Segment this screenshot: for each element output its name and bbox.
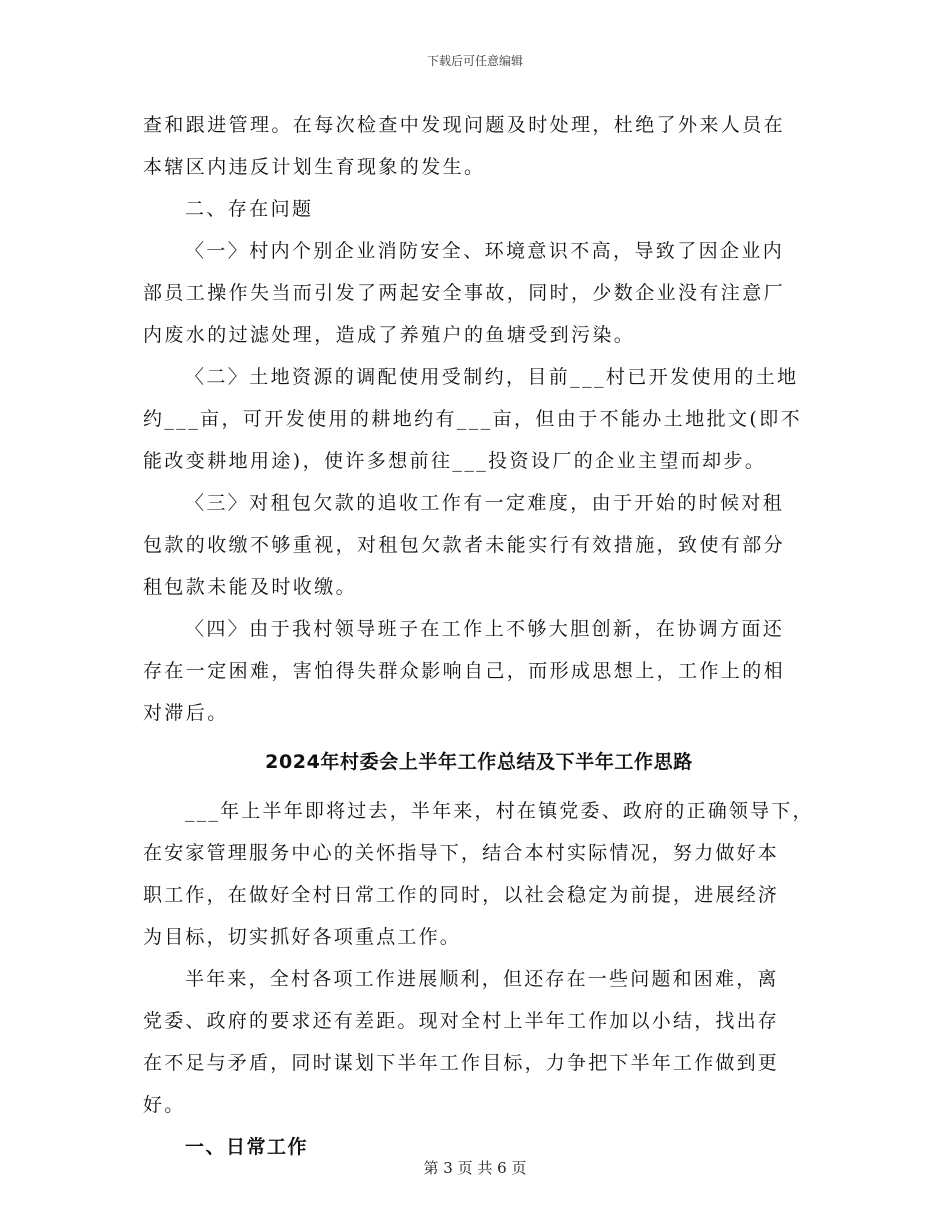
intro-paragraph bbox=[143, 790, 823, 958]
problem-item-1-line: 内废水的过滤处理，造成了养殖户的鱼塘受到污染。 bbox=[143, 324, 636, 346]
problem-item-2-line: 能改变耕地用途)，使许多想前往___投资设厂的企业主望而却步。 bbox=[143, 450, 767, 472]
problem-item-2-line: 约___亩，可开发使用的耕地约有___亩，但由于不能办土地批文(即不 bbox=[143, 408, 803, 430]
intro-line: 在安家管理服务中心的关怀指导下，结合本村实际情况，努力做好本 bbox=[143, 842, 780, 864]
summary-line: 党委、政府的要求还有差距。现对全村上半年工作加以小结，找出存 bbox=[143, 1010, 780, 1032]
page-header: 下载后可任意编辑 bbox=[426, 54, 523, 68]
section-heading-daily-work: 一、日常工作 bbox=[185, 1136, 309, 1158]
problem-item-3-line: 租包款未能及时收缴。 bbox=[143, 576, 358, 598]
summary-paragraph bbox=[143, 958, 823, 1126]
section-heading-problems: 二、存在问题 bbox=[185, 198, 314, 220]
summary-line: 在不足与矛盾，同时谋划下半年工作目标，力争把下半年工作做到更 bbox=[143, 1052, 780, 1074]
problem-item-3-line: 包款的收缴不够重视，对租包欠款者未能实行有效措施，致使有部分 bbox=[143, 534, 786, 556]
intro-line: 为目标，切实抓好各项重点工作。 bbox=[143, 926, 462, 948]
document-title: 2024年村委会上半年工作总结及下半年工作思路 bbox=[265, 751, 693, 773]
problem-item-2-line: 〈二〉土地资源的调配使用受制约，目前___村已开发使用的土地 bbox=[185, 366, 799, 388]
intro-line: 职工作，在做好全村日常工作的同时，以社会稳定为前提，进展经济 bbox=[143, 884, 780, 906]
problem-item-4-line: 存在一定困难，害怕得失群众影响自己，而形成思想上，工作上的相 bbox=[143, 660, 786, 682]
problem-item-4-line: 对滞后。 bbox=[143, 702, 229, 724]
document-body bbox=[143, 104, 823, 1168]
intro-line: ___年上半年即将过去，半年来，村在镇党委、政府的正确领导下， bbox=[185, 800, 814, 822]
summary-line: 半年来，全村各项工作进展顺利，但还存在一些问题和困难，离 bbox=[185, 968, 779, 990]
problem-item-1-line: 〈一〉村内个别企业消防安全、环境意识不高，导致了因企业内 bbox=[185, 240, 785, 262]
problem-item-3-line: 〈三〉对租包欠款的追收工作有一定难度，由于开始的时候对租 bbox=[185, 492, 785, 514]
body-line: 查和跟进管理。在每次检查中发现问题及时处理，杜绝了外来人员在 bbox=[143, 114, 786, 136]
page-footer: 第 3 页 共 6 页 bbox=[423, 1159, 527, 1177]
body-line: 本辖区内违反计划生育现象的发生。 bbox=[143, 156, 486, 178]
summary-line: 好。 bbox=[143, 1094, 186, 1116]
problem-item-1-line: 部员工操作失当而引发了两起安全事故，同时，少数企业没有注意厂 bbox=[143, 282, 786, 304]
problem-item-4-line: 〈四〉由于我村领导班子在工作上不够大胆创新，在协调方面还 bbox=[185, 618, 785, 640]
